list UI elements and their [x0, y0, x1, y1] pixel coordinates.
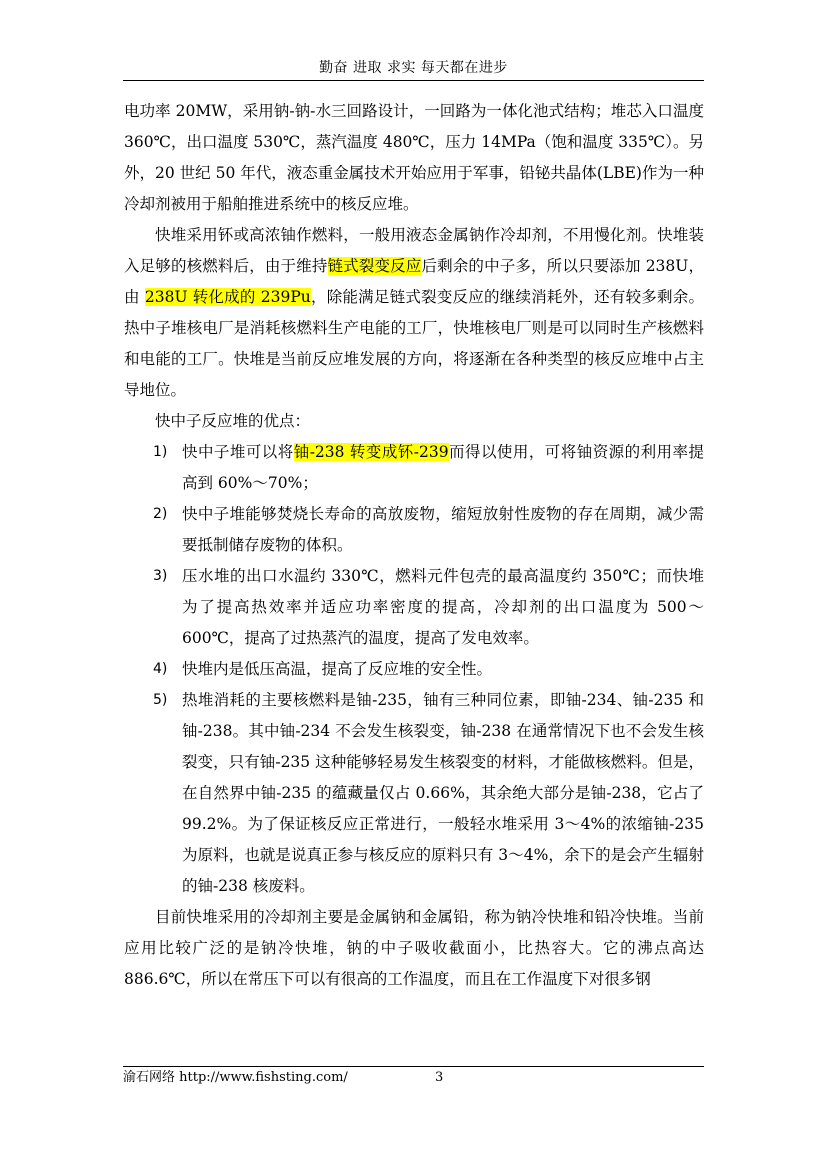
header-divider [123, 80, 704, 81]
list-number: 1) [153, 444, 168, 460]
highlight-u238-to-pu239-item: 铀-238 转变成钚-239 [293, 443, 449, 461]
document-body [124, 96, 704, 995]
paragraph-1: 电功率 20MW，采用钠-钠-水三回路设计，一回路为一体化池式结构；堆芯入口温度 360℃，出口温度 530℃，蒸汽温度 480℃，压力 14MPa（饱和温度 335℃）。另外，20 世纪 50 年代，液态重金属技术开始应用于军事，铅铋共晶体(LBE)作为一种冷却剂被用于船舶推进系统中的核反应堆。 [124, 102, 704, 213]
paragraph-2-part-c: ，除能满足链式裂变反应的继续消耗外，还有较多剩余。热中子堆核电厂是消耗核燃料生产电能的工厂，快堆核电厂则是可以同时生产核燃料和电能的工厂。快堆是当前反应堆发展的方向，将逐渐在各种类型的核反应堆中占主导地位。 [124, 288, 704, 399]
list-item-1-part-a: 快中子堆可以将 [182, 443, 294, 461]
paragraph-2-part-b: 后剩余的中子多，所以只要添加 238U，由 [124, 257, 704, 306]
list-number: 5) [153, 692, 168, 708]
list-item-3-text: 压水堆的出口水温约 330℃，燃料元件包壳的最高温度约 350℃；而快堆为了提高热效率并适应功率密度的提高，冷却剂的出口温度为 500～600℃，提高了过热蒸汽的温度，提高了发电效率。 [182, 567, 704, 647]
list-item-1-part-b: 而得以使用，可将铀资源的利用率提高到 60%～70%； [182, 443, 704, 492]
list-item [124, 654, 704, 685]
footer-site-link[interactable]: 渝石网络 http://www.fishsting.com/ [123, 1070, 348, 1085]
advantages-list [124, 437, 704, 902]
list-number: 2) [153, 506, 168, 522]
list-item [124, 561, 704, 654]
list-item [124, 437, 704, 499]
list-item-2-text: 快中子堆能够焚烧长寿命的高放废物，缩短放射性废物的存在周期，减少需要抵制储存废物的体积。 [182, 505, 704, 554]
page-header: 勤奋 进取 求实 每天都在进步 [319, 60, 508, 76]
page-number: 3 [435, 1070, 444, 1085]
list-item-4-text: 快堆内是低压高温，提高了反应堆的安全性。 [182, 660, 493, 678]
list-item-5-text: 热堆消耗的主要核燃料是铀-235，铀有三种同位素，即铀-234、铀-235 和铀-238。其中铀-234 不会发生核裂变，铀-238 在通常情况下也不会发生核裂变，只有铀-235 这种能够轻易发生核裂变的材料，才能做核燃料。但是，在自然界中铀-235 的蕴藏量仅占 0.66%，其余绝大部分是铀-238，它占了 99.2%。为了保证核反应正常进行，一般轻水堆采用 3～4%的浓缩铀-235 为原料，也就是说真正参与核反应的原料只有 3～4%，余下的是会产生辐射的铀-238 核废料。 [182, 691, 704, 895]
list-item [124, 499, 704, 561]
paragraph-2-part-a: 快堆采用钚或高浓铀作燃料，一般用液态金属钠作冷却剂，不用慢化剂。快堆装入足够的核燃料后，由于维持 [124, 226, 704, 275]
highlight-chain-fission: 链式裂变反应 [327, 257, 422, 275]
page-footer [123, 1068, 704, 1088]
list-number: 4) [153, 661, 168, 677]
list-item [124, 685, 704, 902]
paragraph-3-heading: 快中子反应堆的优点： [155, 412, 311, 430]
paragraph-4: 目前快堆采用的冷却剂主要是金属钠和金属铅，称为钠冷快堆和铅冷快堆。当前应用比较广泛的是钠冷快堆，钠的中子吸收截面小，比热容大。它的沸点高达 886.6℃，所以在常压下可以有很高的工作温度，而且在工作温度下对很多钢 [124, 908, 704, 988]
paragraph-2 [124, 220, 704, 406]
footer-divider [123, 1066, 704, 1067]
highlight-u238-to-pu239: 238U 转化成的 239Pu [144, 288, 311, 306]
list-number: 3) [153, 568, 168, 584]
